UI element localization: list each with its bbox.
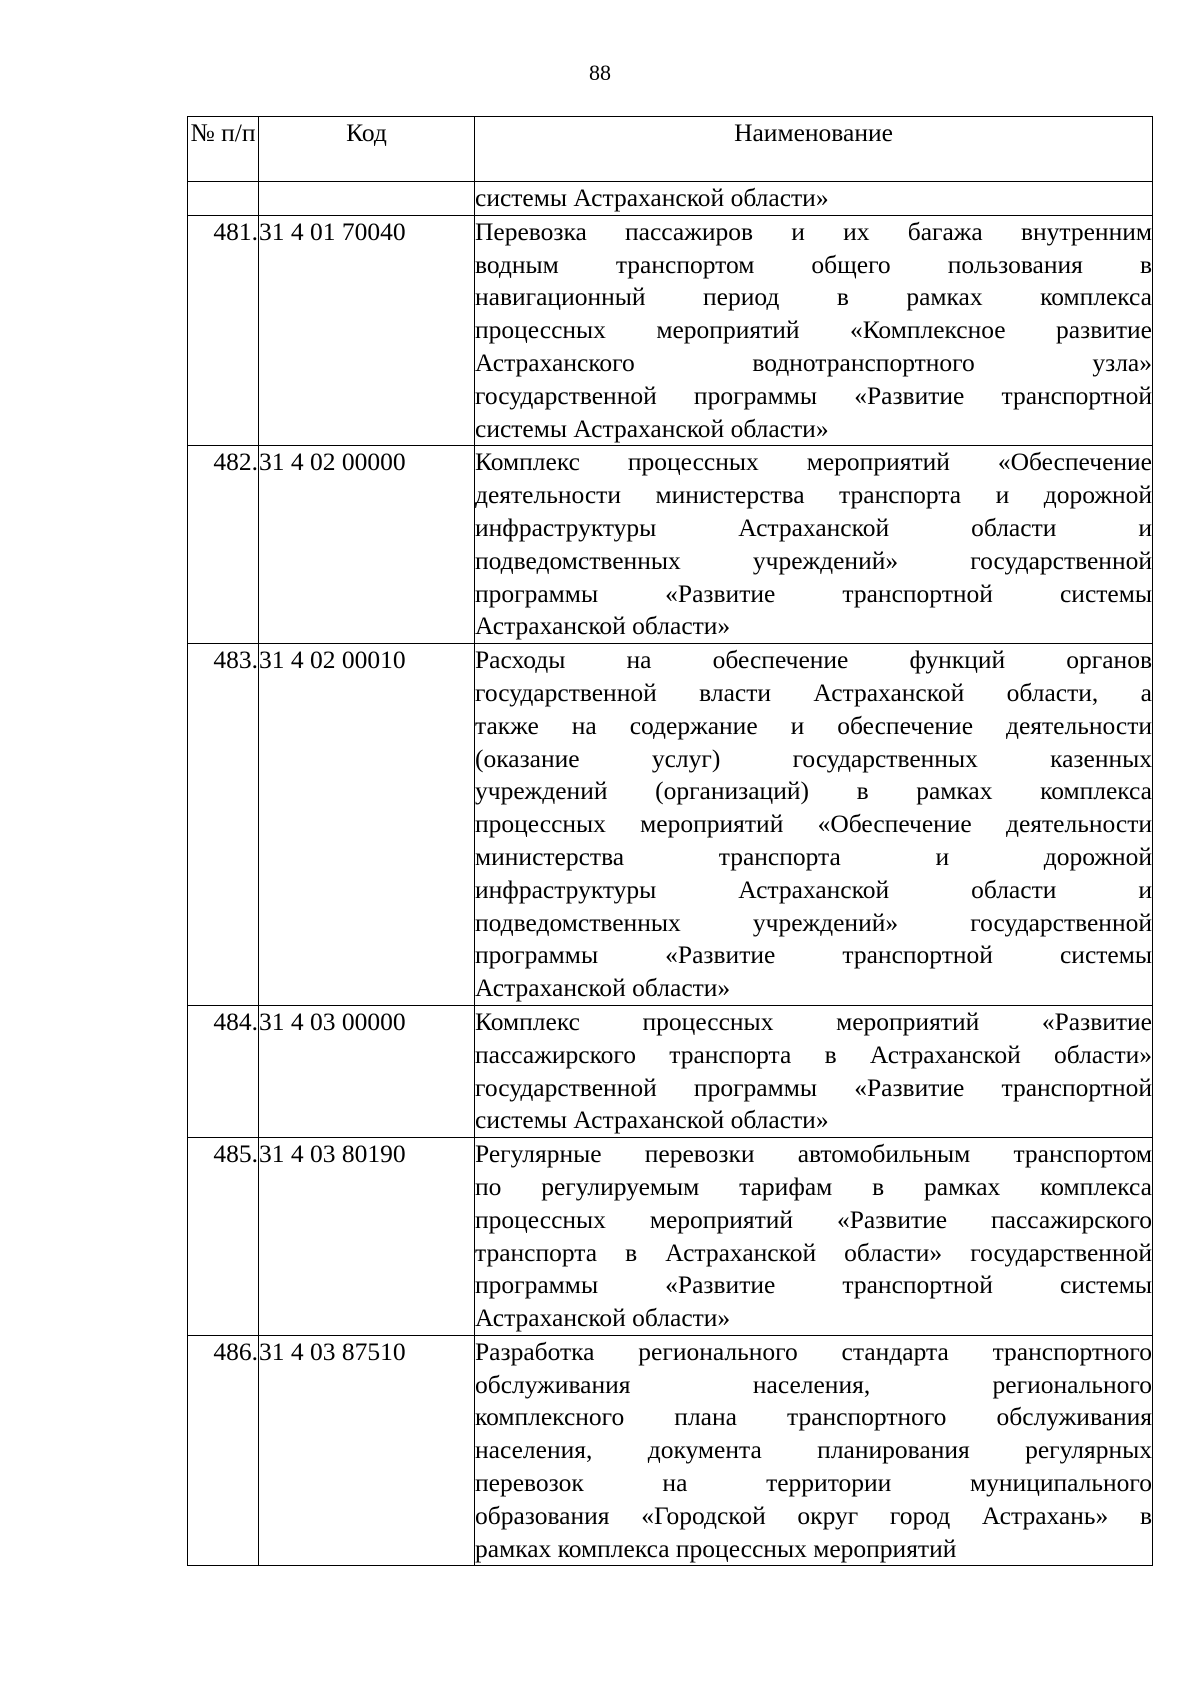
name-line: (оказание услуг) государственных казенных (475, 743, 1152, 773)
row-name (475, 215, 1153, 446)
name-line: министерства транспорта и дорожной (475, 841, 1152, 871)
page-number: 88 (589, 60, 611, 85)
name-line: образования «Городской округ город Астрахань» в (475, 1500, 1152, 1530)
name-line: процессных мероприятий «Комплексное развитие (475, 315, 1152, 345)
name-line: процессных мероприятий «Развитие пассажирского (475, 1204, 1152, 1234)
name-line: Перевозка пассажиров и их багажа внутренним (475, 216, 1152, 246)
row-name (475, 1138, 1153, 1336)
row-code: 31 4 03 00000 (259, 1005, 475, 1137)
header-name: Наименование (475, 117, 1153, 182)
name-line: комплексного плана транспортного обслуживания (475, 1402, 1152, 1432)
header-num: № п/п (188, 117, 259, 182)
row-code: 31 4 02 00010 (259, 644, 475, 1006)
table-row (188, 182, 1153, 216)
name-line: инфраструктуры Астраханской области и (475, 874, 1152, 904)
name-line: деятельности министерства транспорта и дорожной (475, 480, 1152, 510)
row-number (188, 182, 259, 216)
name-line: программы «Развитие транспортной системы (475, 940, 1152, 970)
name-line: учреждений (организаций) в рамках комплекса (475, 776, 1152, 806)
name-line: программы «Развитие транспортной системы (475, 1270, 1152, 1300)
name-line: процессных мероприятий «Обеспечение деятельности (475, 809, 1152, 839)
name-line: Астраханской области» (475, 611, 731, 641)
row-code: 31 4 03 87510 (259, 1335, 475, 1566)
table-row (188, 644, 1153, 1006)
row-number: 482. (188, 446, 259, 644)
row-code: 31 4 03 80190 (259, 1138, 475, 1336)
name-line: системы Астраханской области» (475, 1105, 829, 1135)
name-line: навигационный период в рамках комплекса (475, 282, 1152, 312)
name-line: Расходы на обеспечение функций органов (475, 645, 1152, 675)
name-line: также на содержание и обеспечение деятельности (475, 710, 1152, 740)
name-line: Астраханской области» (475, 1303, 731, 1333)
name-line: пассажирского транспорта в Астраханской области» (475, 1039, 1152, 1069)
name-line: системы Астраханской области» (475, 183, 829, 212)
name-line: Разработка регионального стандарта транспортного (475, 1336, 1152, 1366)
name-line: обслуживания населения, регионального (475, 1369, 1152, 1399)
row-code (259, 182, 475, 216)
row-name (475, 1005, 1153, 1137)
table-row (188, 1138, 1153, 1336)
name-line: подведомственных учреждений» государственной (475, 545, 1152, 575)
name-line: подведомственных учреждений» государственной (475, 907, 1152, 937)
row-number: 481. (188, 215, 259, 446)
row-name (475, 1335, 1153, 1566)
name-line: системы Астраханской области» (475, 413, 829, 443)
row-code: 31 4 02 00000 (259, 446, 475, 644)
name-line: государственной программы «Развитие транспортной (475, 1072, 1152, 1102)
row-name (475, 644, 1153, 1006)
table-body (188, 182, 1153, 1566)
name-line: Астраханской области» (475, 973, 731, 1003)
name-line: Астраханского воднотранспортного узла» (475, 347, 1152, 377)
header-code: Код (259, 117, 475, 182)
table-row (188, 1335, 1153, 1566)
name-line: Комплекс процессных мероприятий «Развитие (475, 1006, 1152, 1036)
row-code: 31 4 01 70040 (259, 215, 475, 446)
row-number: 485. (188, 1138, 259, 1336)
row-name (475, 446, 1153, 644)
name-line: инфраструктуры Астраханской области и (475, 512, 1152, 542)
name-line: государственной власти Астраханской области, а (475, 677, 1152, 707)
row-number: 486. (188, 1335, 259, 1566)
table-header-row (188, 117, 1153, 182)
name-line: водным транспортом общего пользования в (475, 249, 1152, 279)
name-line: транспорта в Астраханской области» государственной (475, 1237, 1152, 1267)
name-line: рамках комплекса процессных мероприятий (475, 1533, 957, 1563)
name-line: Регулярные перевозки автомобильным транспортом (475, 1139, 1152, 1169)
table-row (188, 446, 1153, 644)
name-line: перевозок на территории муниципального (475, 1468, 1152, 1498)
name-line: государственной программы «Развитие транспортной (475, 380, 1152, 410)
name-line: населения, документа планирования регулярных (475, 1435, 1152, 1465)
name-line: Комплекс процессных мероприятий «Обеспечение (475, 447, 1152, 477)
code-table (187, 116, 1153, 1566)
table-row (188, 215, 1153, 446)
row-number: 484. (188, 1005, 259, 1137)
row-number: 483. (188, 644, 259, 1006)
row-name (475, 182, 1153, 216)
name-line: программы «Развитие транспортной системы (475, 578, 1152, 608)
table-row (188, 1005, 1153, 1137)
name-line: по регулируемым тарифам в рамках комплекса (475, 1171, 1152, 1201)
